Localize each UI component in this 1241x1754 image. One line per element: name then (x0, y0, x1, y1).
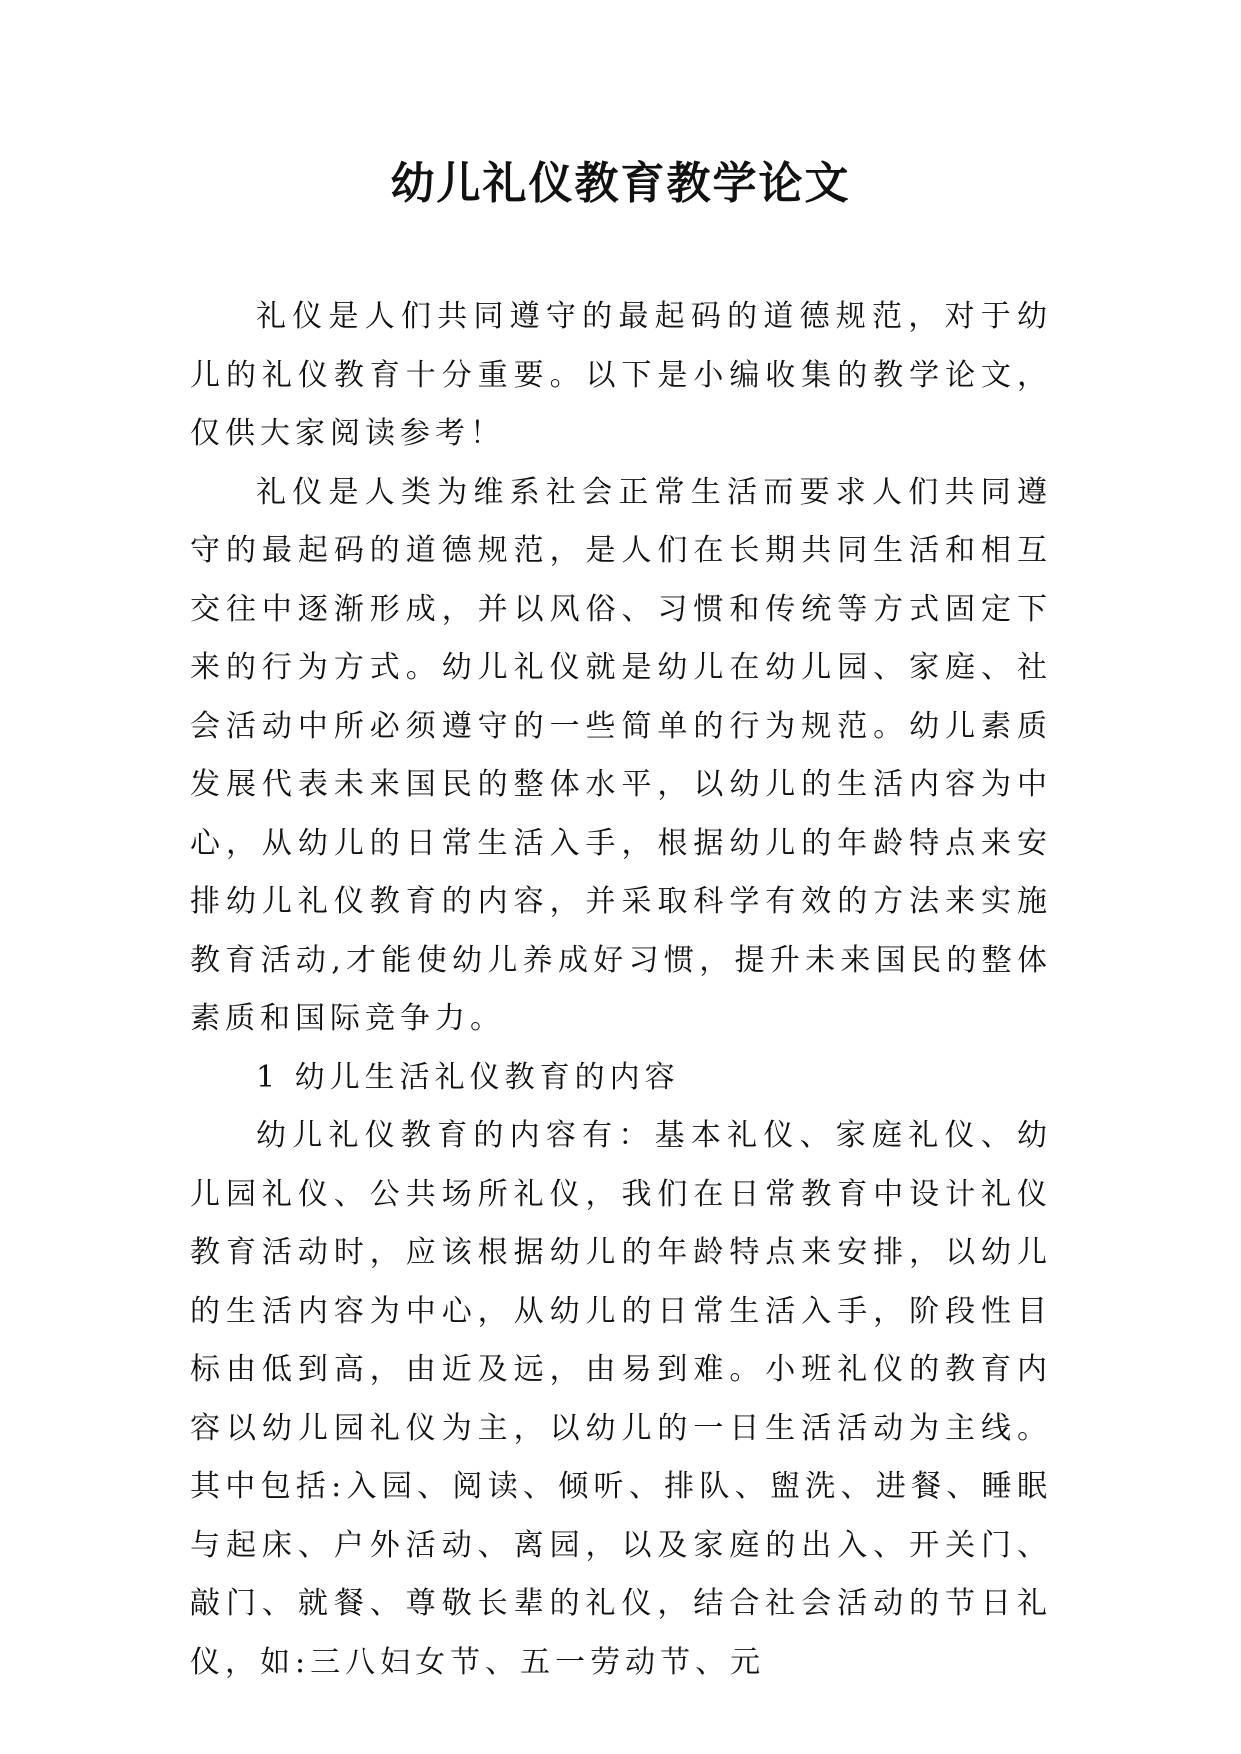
section-heading: 1 幼儿生活礼仪教育的内容 (256, 1059, 680, 1095)
paragraph-definition: 礼仪是人类为维系社会正常生活而要求人们共同遵守的最起码的道德规范，是人们在长期共同生活和相互交往中逐渐形成，并以风俗、习惯和传统等方式固定下来的行为方式。幼儿礼仪就是幼儿在幼儿园、家庭、社会活动中所必须遵守的一些简单的行为规范。幼儿素质发展代表未来国民的整体水平，以幼儿的生活内容为中心，从幼儿的日常生活入手，根据幼儿的年龄特点来安排幼儿礼仪教育的内容，并采取科学有效的方法来实施教育活动,才能使幼儿养成好习惯，提升未来国民的整体素质和国际竞争力。 (190, 474, 1052, 1036)
document-body (190, 288, 1052, 1692)
paragraph-content: 幼儿礼仪教育的内容有：基本礼仪、家庭礼仪、幼儿园礼仪、公共场所礼仪，我们在日常教育中设计礼仪教育活动时，应该根据幼儿的年龄特点来安排，以幼儿的生活内容为中心，从幼儿的日常生活入手，阶段性目标由低到高，由近及远，由易到难。小班礼仪的教育内容以幼儿园礼仪为主，以幼儿的一日生活活动为主线。其中包括:入园、阅读、倾听、排队、盥洗、进餐、睡眠与起床、户外活动、离园，以及家庭的出入、开关门、敲门、就餐、尊敬长辈的礼仪，结合社会活动的节日礼仪，如:三八妇女节、五一劳动节、元 (190, 1118, 1052, 1680)
paragraph-intro: 礼仪是人们共同遵守的最起码的道德规范，对于幼儿的礼仪教育十分重要。以下是小编收集的教学论文，仅供大家阅读参考！ (190, 299, 1052, 451)
document-title: 幼儿礼仪教育教学论文 (390, 158, 851, 209)
